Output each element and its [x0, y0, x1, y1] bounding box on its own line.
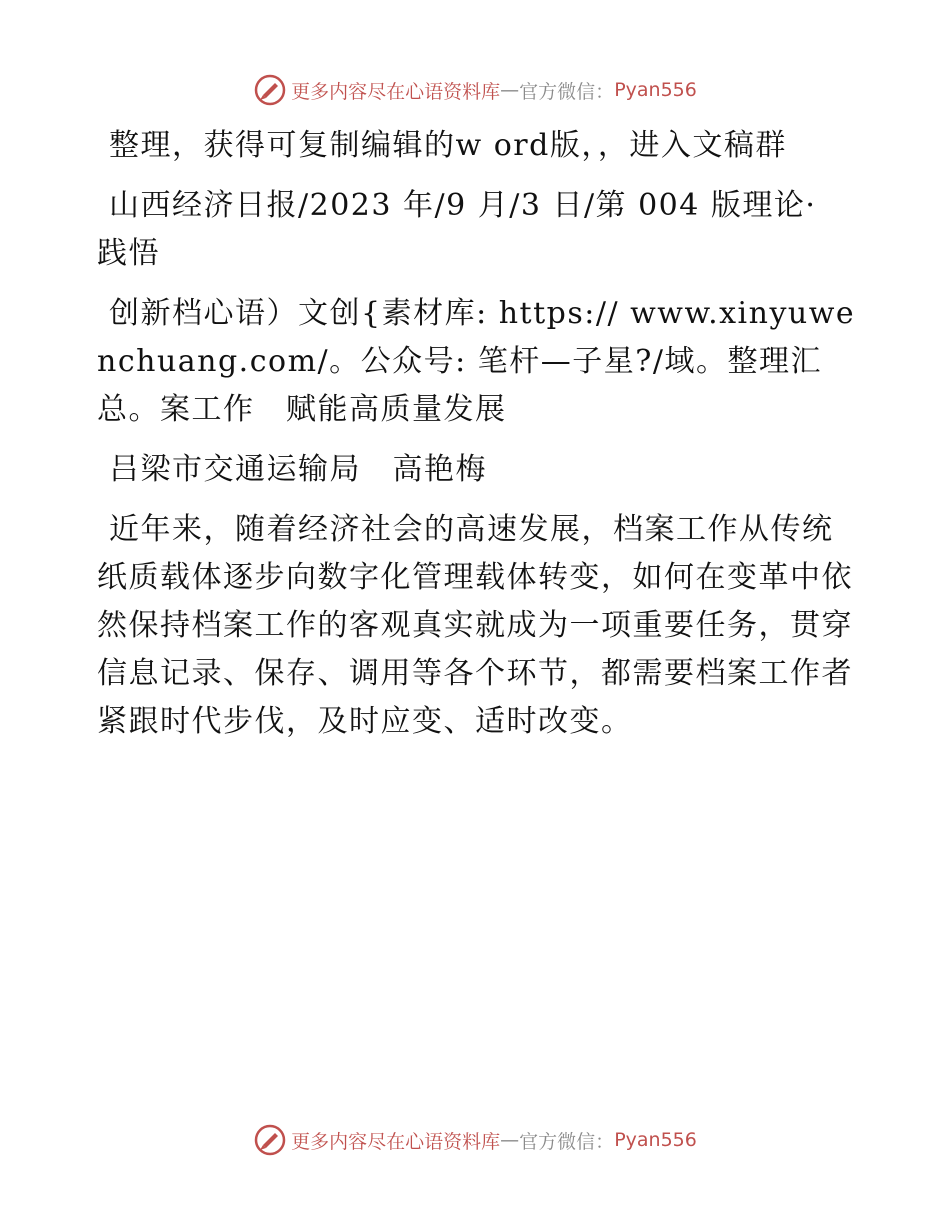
logo-icon	[253, 73, 287, 107]
banner-wechat-label: 官方微信：	[519, 80, 615, 103]
banner-account: Pyan556	[614, 79, 697, 101]
logo-icon	[253, 1123, 287, 1157]
paragraph-byline: 吕梁市交通运输局 高艳梅	[109, 452, 487, 487]
banner-text: 更多内容尽在心语资料库	[291, 1130, 501, 1153]
footer-banner	[0, 1120, 950, 1160]
paragraph-body: 近年来，随着经济社会的高速发展，档案工作从传统纸质载体逐步向数字化管理载体转变，如何在变革中依然保持档案工作的客观真实就成为一项重要任务，贯穿信息记录、保存、调用等各个环节，都需要档案工作者紧跟时代步伐，及时应变、适时改变。	[97, 512, 853, 739]
paragraph-source: 山西经济日报/2023 年/9 月/3 日/第 004 版理论· 践悟	[97, 188, 817, 271]
paragraph-intro: 整理，获得可复制编辑的w ord版，，进入文稿群	[109, 128, 787, 163]
banner-wechat-label: 官方微信：	[519, 1130, 615, 1153]
document-body	[97, 122, 857, 758]
banner-text: 更多内容尽在心语资料库	[291, 80, 501, 103]
paragraph-title: 创新档心语）文创{素材库: https:// www.xinyuwenchuang.com/。公众号: 笔杆—子星?/域。整理汇总。案工作 赋能高质量发展	[97, 296, 856, 427]
header-banner	[0, 70, 950, 110]
banner-separator: —	[500, 79, 520, 101]
banner-separator: —	[500, 1129, 520, 1151]
banner-account: Pyan556	[614, 1129, 697, 1151]
